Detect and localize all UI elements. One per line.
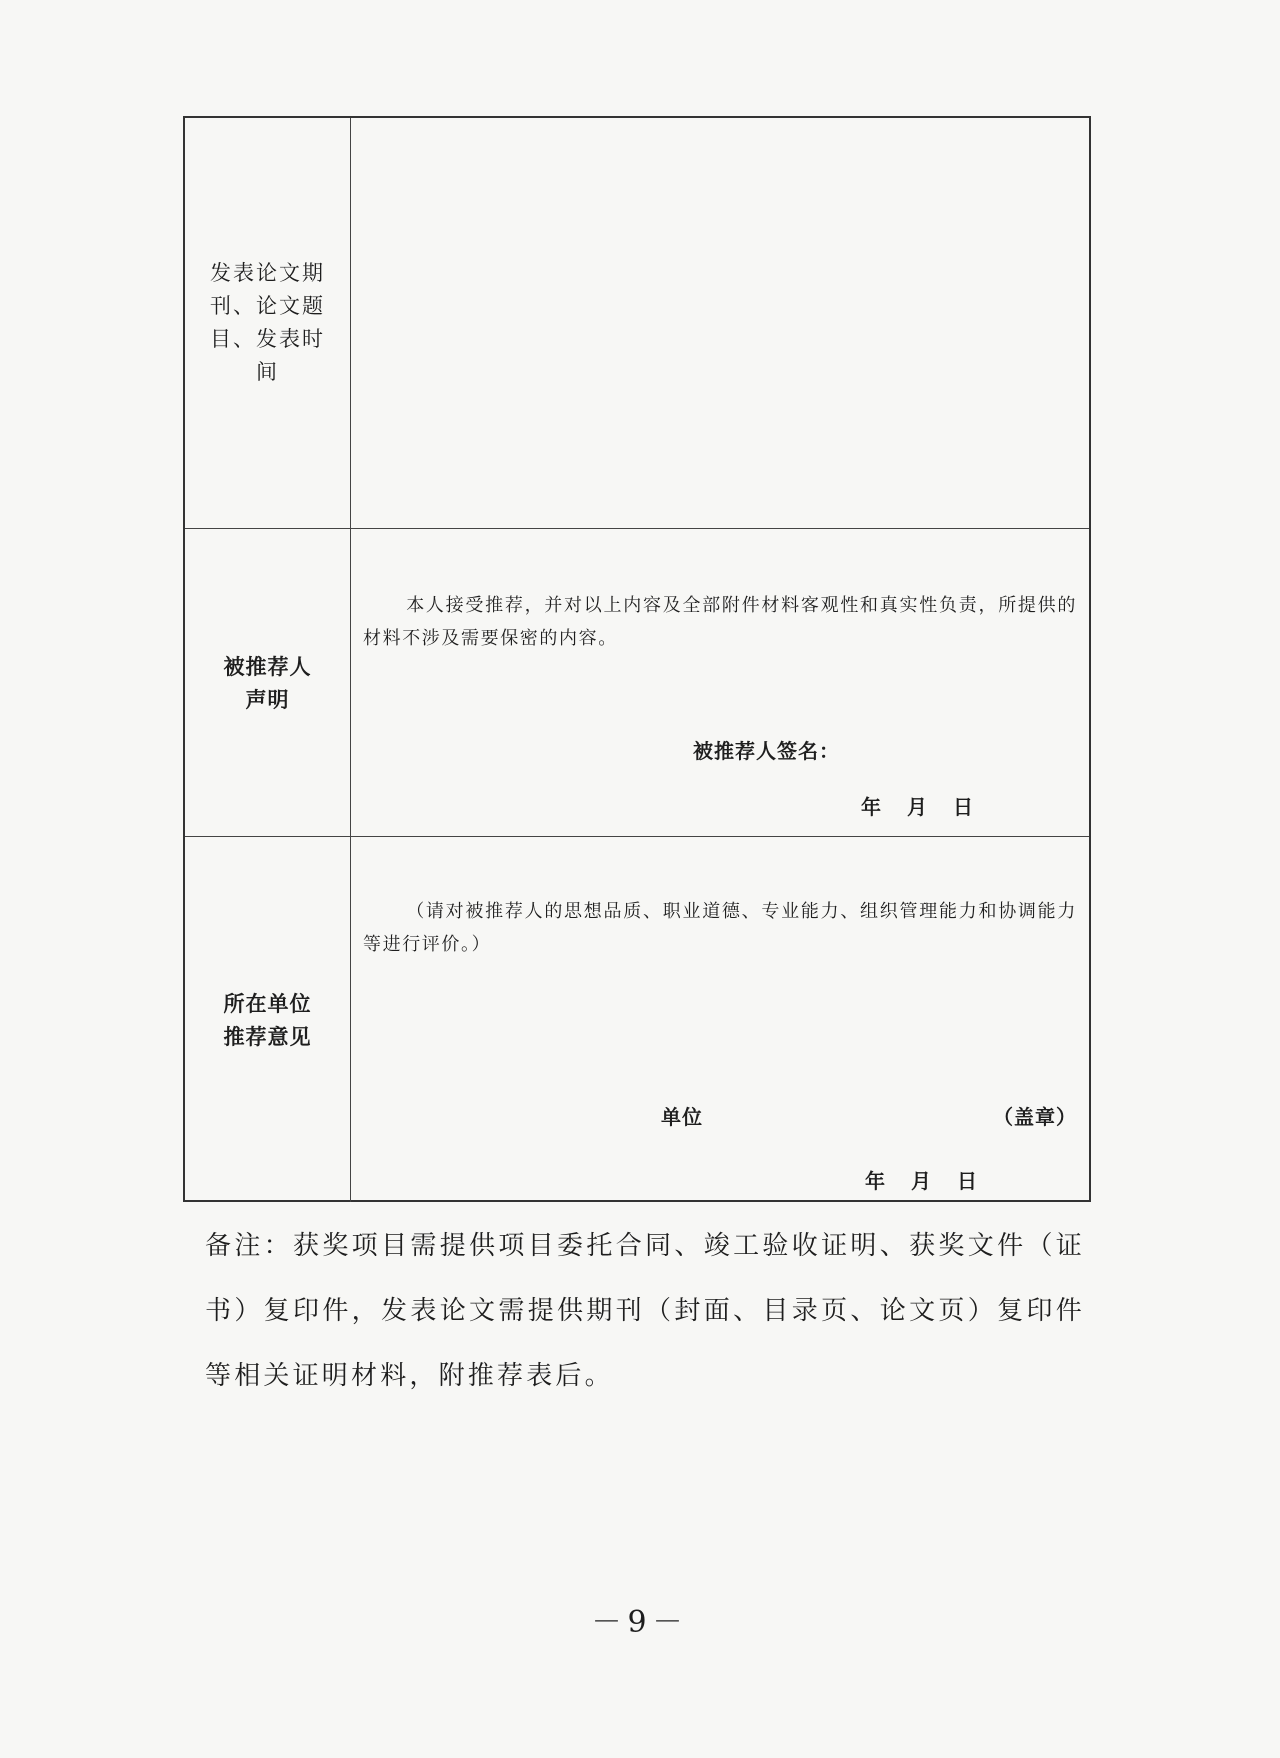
date-month: 月	[907, 795, 927, 819]
unit-opinion-date	[865, 1165, 977, 1194]
nominee-signature-label: 被推荐人签名：	[693, 739, 840, 763]
unit-opinion-label-cell	[185, 837, 351, 1202]
unit-label: 单位	[661, 1105, 703, 1129]
papers-label-cell	[185, 118, 351, 528]
declaration-row	[185, 528, 1089, 836]
date-day: 日	[957, 1169, 977, 1193]
declaration-text: 本人接受推荐，并对以上内容及全部附件材料客观性和真实性负责，所提供的材料不涉及需要保密的内容。	[363, 595, 1077, 649]
papers-content-cell[interactable]	[351, 118, 1089, 528]
declaration-content-cell	[351, 529, 1089, 836]
page-number: －9－	[591, 1605, 689, 1640]
declaration-date	[861, 791, 973, 820]
declaration-label-cell	[185, 529, 351, 836]
papers-label: 发表论文期刊、论文题目、发表时间	[210, 261, 325, 384]
papers-row	[185, 118, 1089, 528]
date-year: 年	[861, 795, 881, 819]
unit-opinion-label: 所在单位推荐意见	[223, 990, 312, 1049]
unit-opinion-content-cell	[351, 837, 1089, 1202]
date-day: 日	[953, 795, 973, 819]
seal-label: （盖章）	[993, 1105, 1077, 1129]
date-month: 月	[911, 1169, 931, 1193]
recommendation-form-table	[183, 116, 1091, 1202]
date-year: 年	[865, 1169, 885, 1193]
remarks-note: 备注：获奖项目需提供项目委托合同、竣工验收证明、获奖文件（证书）复印件，发表论文需提供期刊（封面、目录页、论文页）复印件等相关证明材料，附推荐表后。	[205, 1231, 1085, 1391]
declaration-label: 被推荐人声明	[223, 653, 312, 712]
unit-opinion-instructions: （请对被推荐人的思想品质、职业道德、专业能力、组织管理能力和协调能力等进行评价。）	[363, 901, 1077, 955]
unit-opinion-row	[185, 836, 1089, 1202]
